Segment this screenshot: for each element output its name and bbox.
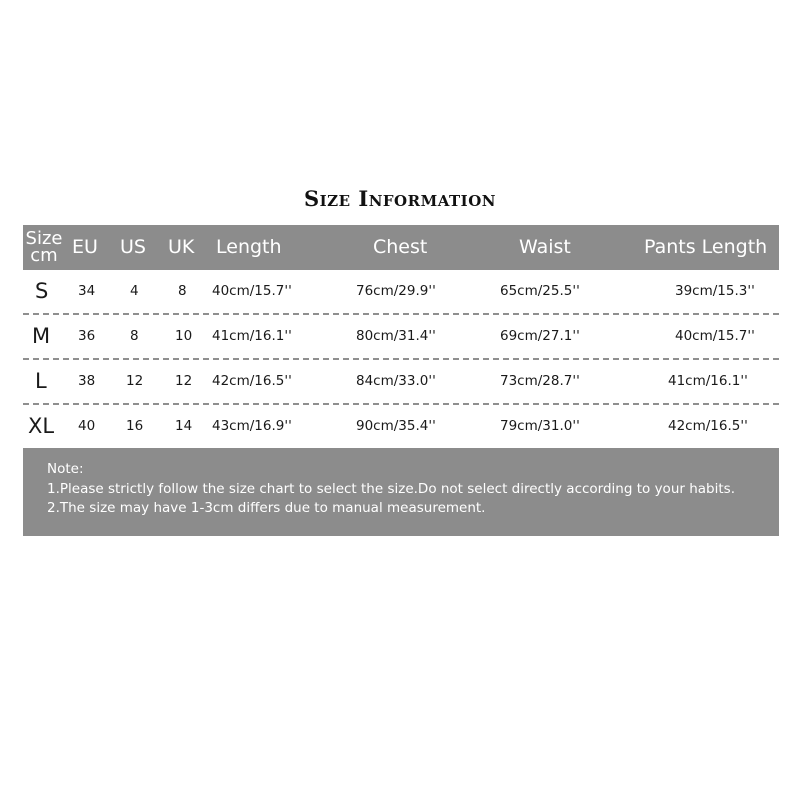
table-row xyxy=(23,405,779,448)
note-panel xyxy=(23,448,779,536)
chest-cell: 90cm/35.4'' xyxy=(356,418,436,434)
page-title: Size Information xyxy=(304,186,496,211)
note-heading: Note: xyxy=(47,461,84,477)
table-header xyxy=(23,225,779,270)
length-cell: 42cm/16.5'' xyxy=(212,373,292,389)
table-row xyxy=(23,315,779,360)
chest-cell: 80cm/31.4'' xyxy=(356,328,436,344)
waist-cell: 69cm/27.1'' xyxy=(500,328,580,344)
size-cell: XL xyxy=(28,414,55,438)
waist-cell: 79cm/31.0'' xyxy=(500,418,580,434)
eu-cell: 36 xyxy=(78,328,96,344)
header-eu: EU xyxy=(72,236,98,258)
header-waist: Waist xyxy=(519,236,571,258)
header-size-cm xyxy=(23,230,65,264)
us-cell: 4 xyxy=(130,283,139,299)
header-pants-length: Pants Length xyxy=(644,236,768,258)
uk-cell: 8 xyxy=(178,283,187,299)
length-cell: 43cm/16.9'' xyxy=(212,418,292,434)
chest-cell: 76cm/29.9'' xyxy=(356,283,436,299)
table-row xyxy=(23,270,779,315)
note-line-1: 1.Please strictly follow the size chart to select the size.Do not select directly according to your habits. xyxy=(47,480,735,497)
pants-length-cell: 41cm/16.1'' xyxy=(668,373,748,389)
header-unit-label: cm xyxy=(30,245,58,266)
size-cell: S xyxy=(35,279,49,303)
size-cell: M xyxy=(32,324,51,348)
header-uk: UK xyxy=(168,236,195,258)
length-cell: 40cm/15.7'' xyxy=(212,283,292,299)
header-size-label: Size xyxy=(25,228,63,249)
size-chart-table xyxy=(23,225,779,536)
eu-cell: 38 xyxy=(78,373,96,389)
chest-cell: 84cm/33.0'' xyxy=(356,373,436,389)
table-row xyxy=(23,360,779,405)
waist-cell: 73cm/28.7'' xyxy=(500,373,580,389)
us-cell: 16 xyxy=(126,418,144,434)
pants-length-cell: 39cm/15.3'' xyxy=(675,283,755,299)
header-chest: Chest xyxy=(373,236,428,258)
us-cell: 12 xyxy=(126,373,144,389)
size-cell: L xyxy=(35,369,47,393)
length-cell: 41cm/16.1'' xyxy=(212,328,292,344)
uk-cell: 12 xyxy=(175,373,193,389)
us-cell: 8 xyxy=(130,328,139,344)
header-length: Length xyxy=(216,236,282,258)
header-us: US xyxy=(120,236,146,258)
eu-cell: 40 xyxy=(78,418,96,434)
uk-cell: 10 xyxy=(175,328,193,344)
uk-cell: 14 xyxy=(175,418,193,434)
note-line-2: 2.The size may have 1-3cm differs due to manual measurement. xyxy=(47,500,486,516)
eu-cell: 34 xyxy=(78,283,96,299)
pants-length-cell: 42cm/16.5'' xyxy=(668,418,748,434)
pants-length-cell: 40cm/15.7'' xyxy=(675,328,755,344)
waist-cell: 65cm/25.5'' xyxy=(500,283,580,299)
